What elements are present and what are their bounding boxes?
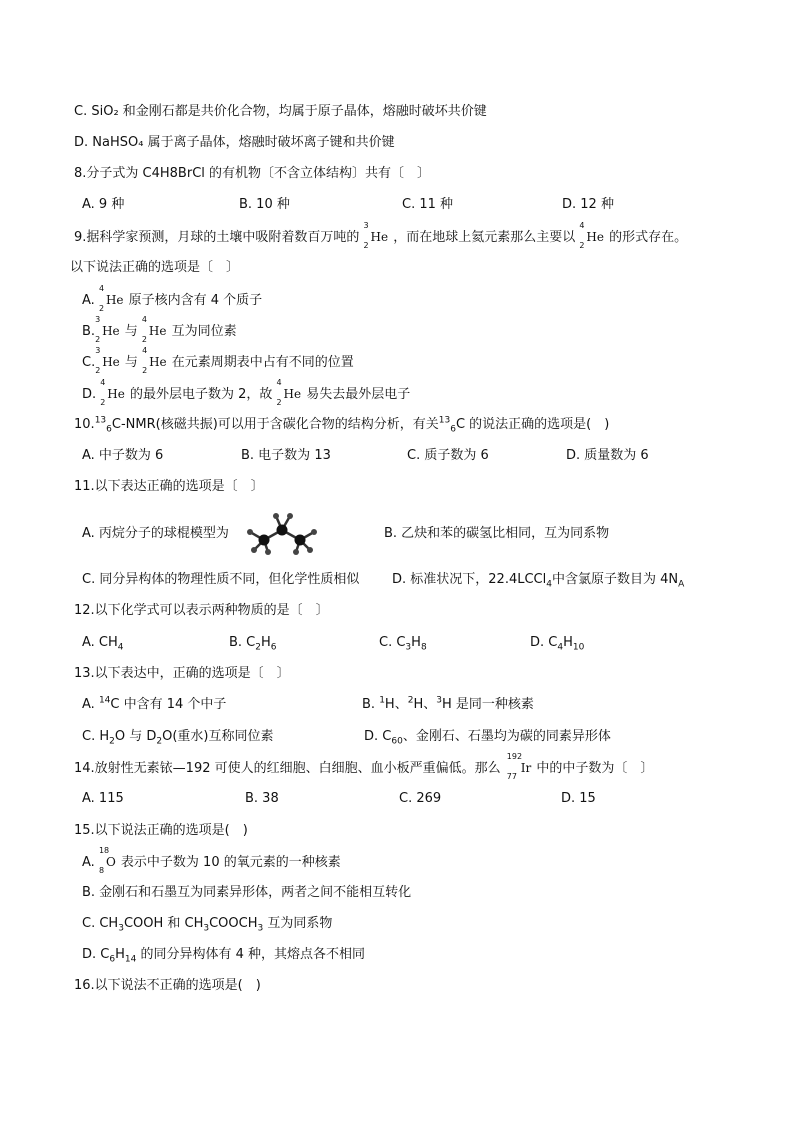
question-9-line-1	[74, 221, 688, 250]
q12-option-d: D. $C_4H_{10}$	[530, 635, 585, 653]
question-9-line-2: 以下说法正确的选项是〔 〕	[70, 260, 240, 275]
option-7c: C. SiO₂ 和金刚石都是共价化合物，均属于原子晶体，熔融时破坏共价键	[74, 104, 487, 119]
question-14: 14.放射性无素铱—192 可使人的红细胞、白细胞、血小板严重偏低。那么 192 77 Ir 中的中子数为〔 〕	[74, 752, 654, 781]
question-12: 12.以下化学式可以表示两种物质的是〔 〕	[74, 603, 329, 618]
q11-option-c: C. 同分异构体的物理性质不同，但化学性质相似	[82, 572, 360, 587]
isotope-he4: 4 2 He	[276, 378, 302, 407]
q15-option-c: C. $CH_3COOH$ 和 $CH_3COOCH_3$ 互为同系物	[82, 916, 333, 934]
q9-option-b: B. 3 2 He 与 4 2 He 互为同位素	[82, 315, 237, 344]
q9-option-d: D. 4 2 He 的最外层电子数为 2，故 4 2 He 易失去最外层电子	[82, 378, 411, 407]
q12-option-c: C. $C_3H_8$	[379, 635, 427, 653]
q13-option-a: A. $^{14}$C 中含有 14 个中子	[82, 695, 227, 712]
q8-option-d: D. 12 种	[562, 197, 614, 212]
q9-text-1: 9.据科学家预测，月球的土壤中吸附着数百万吨的	[74, 230, 360, 245]
q14-option-d: D. 15	[561, 791, 596, 806]
q9-option-a: A. 4 2 He 原子核内含有 4 个质子	[82, 284, 263, 313]
isotope-o18: 18 8 O	[98, 846, 116, 875]
question-8: 8.分子式为 C4H8BrCl 的有机物〔不含立体结构〕共有〔 〕	[74, 166, 431, 181]
isotope-he4: 4 2 He	[98, 284, 124, 313]
isotope-he4: 4 2 He	[141, 315, 167, 344]
isotope-ir192: 192 77 Ir	[506, 752, 532, 781]
question-16: 16.以下说法不正确的选项是( )	[74, 978, 261, 993]
q10-option-c: C. 质子数为 6	[407, 448, 489, 463]
q9-text-3: 的形式存在。	[609, 230, 688, 245]
q9-option-c: C. 3 2 He 与 4 2 He 在元素周期表中占有不同的位置	[82, 346, 354, 375]
q15-option-b: B. 金刚石和石墨互为同素异形体，两者之间不能相互转化	[82, 885, 412, 900]
q13-option-b: B. $^1$H、$^2$H、$^3$H 是同一种核素	[362, 695, 534, 712]
q8-option-a: A. 9 种	[82, 197, 125, 212]
isotope-he4: 4 2 He	[142, 346, 167, 375]
q14-option-b: B. 38	[245, 791, 279, 806]
q10-option-b: B. 电子数为 13	[241, 448, 331, 463]
q14-option-a: A. 115	[82, 791, 124, 806]
option-7d: D. NaHSO₄ 属于离子晶体，熔融时破坏离子键和共价键	[74, 135, 395, 150]
q12-option-b: B. $C_2H_6$	[229, 635, 277, 653]
q12-option-a: A. $CH_4$	[82, 635, 124, 653]
q11-option-d: D. 标准状况下，22.4LCCl$_4$中含氯原子数目为 $4N_A$	[392, 572, 685, 590]
q11-option-a: A. 丙烷分子的球棍模型为	[82, 526, 229, 541]
isotope-he3: 3 2 He	[95, 346, 120, 375]
q10-option-d: D. 质量数为 6	[566, 448, 649, 463]
q15-option-a: A. 18 8 O 表示中子数为 10 的氧元素的一种核素	[82, 846, 341, 875]
question-15: 15.以下说法正确的选项是( )	[74, 823, 248, 838]
isotope-he4: 4 2 He	[100, 378, 125, 407]
question-11: 11.以下表达正确的选项是〔 〕	[74, 479, 264, 494]
question-13: 13.以下表达中，正确的选项是〔 〕	[74, 666, 290, 681]
propane-ball-and-stick-model	[244, 508, 320, 558]
q11-option-b: B. 乙炔和苯的碳氢比相同，互为同系物	[384, 526, 610, 541]
q8-option-b: B. 10 种	[239, 197, 290, 212]
question-10: $10.13_6C-NMR$(核磁共振)可以用于含碳化合物的结构分析，有关$^{13}_6$C 的说法正确的选项是( )	[74, 415, 610, 435]
q9-text-2: ，而在地球上氦元素那么主要以	[393, 230, 576, 245]
q13-option-d: D. $C_{60}$、金刚石、石墨均为碳的同素异形体	[364, 729, 611, 747]
isotope-he4: 4 2 He	[579, 221, 604, 250]
q13-option-c: C. $H_2O$ 与 $D_2O$(重水)互称同位素	[82, 729, 274, 747]
q10-option-a: A. 中子数为 6	[82, 448, 164, 463]
q14-option-c: C. 269	[399, 791, 442, 806]
q15-option-d: D. $C_6H_{14}$ 的同分异构体有 4 种，其熔点各不相同	[82, 947, 365, 965]
q8-option-c: C. 11 种	[402, 197, 454, 212]
isotope-he3: 3 2 He	[95, 315, 120, 344]
isotope-he3: 3 2 He	[363, 221, 389, 250]
